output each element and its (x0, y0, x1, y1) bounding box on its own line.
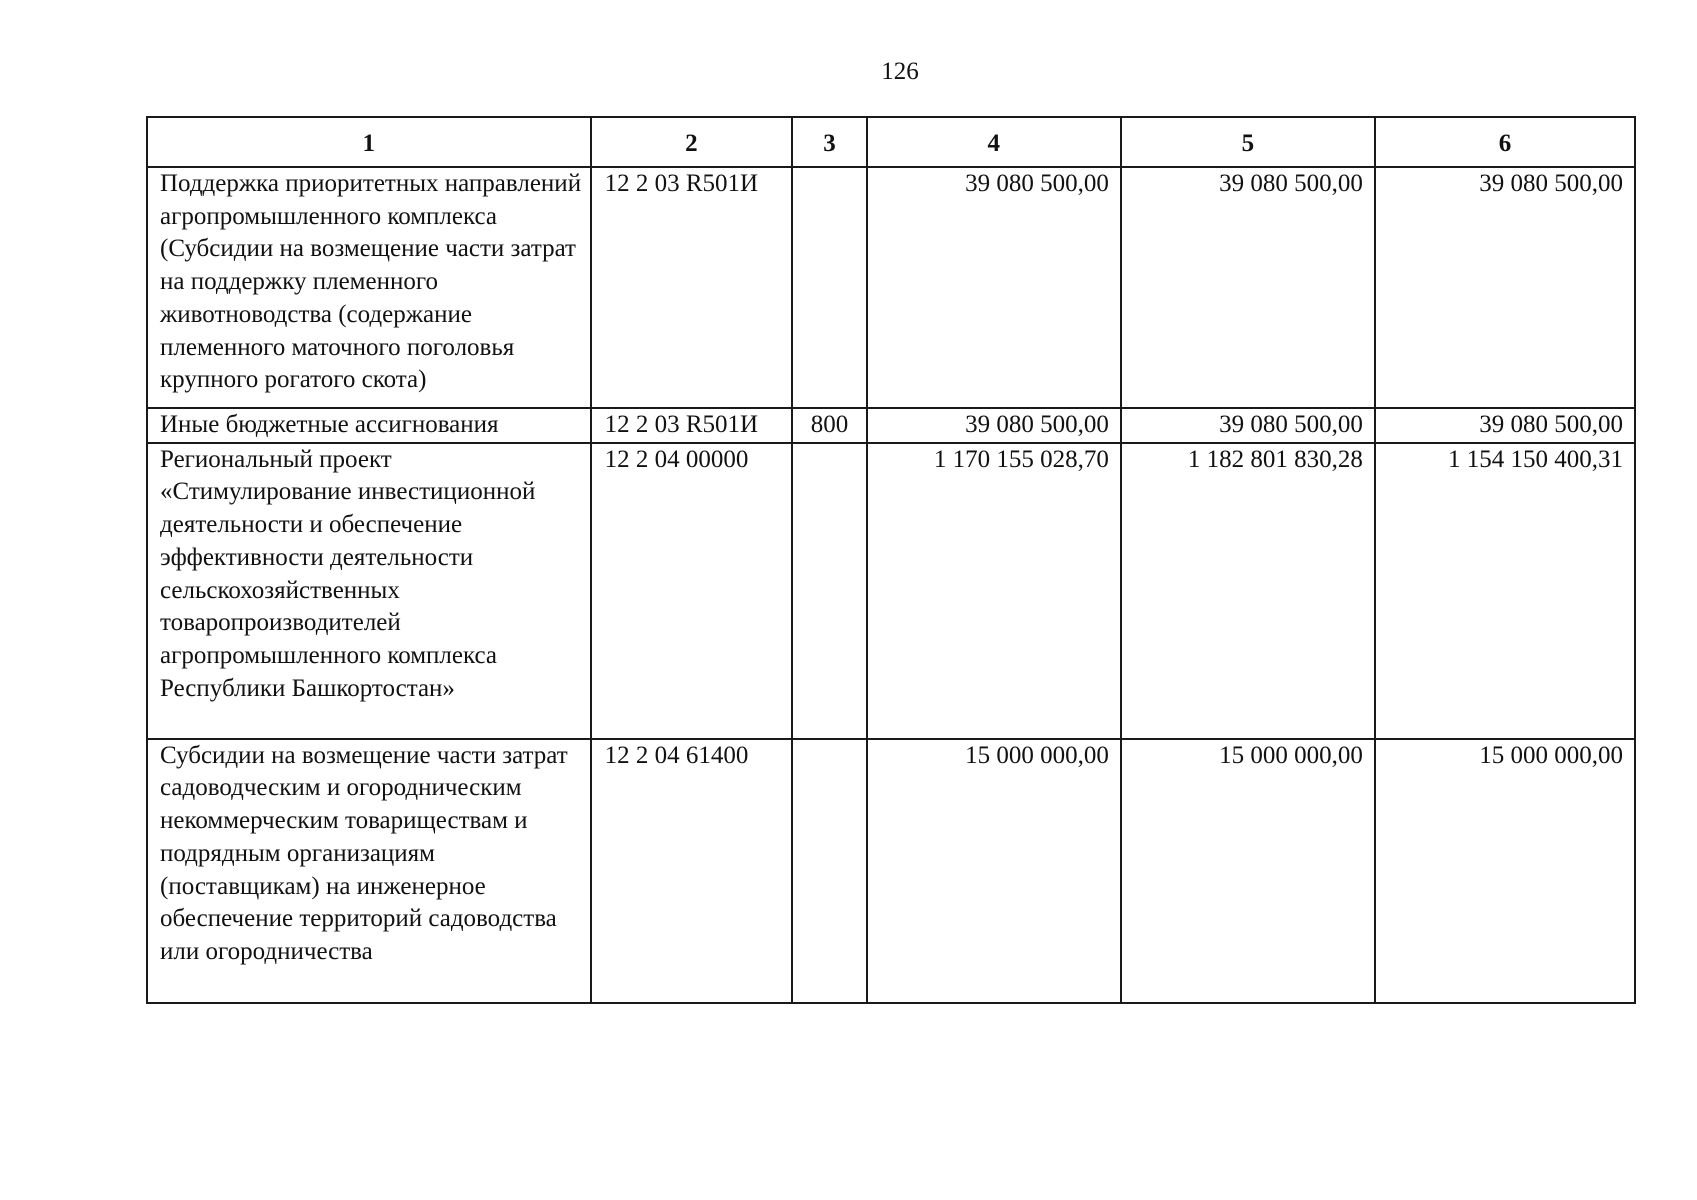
row-name-cell: Иные бюджетные ассигнования (147, 408, 591, 443)
row-type-cell: 800 (792, 408, 867, 443)
table-row (147, 739, 1635, 1003)
header-cell-2: 2 (591, 117, 793, 167)
row-code-cell: 12 2 04 00000 (591, 443, 793, 739)
row-type-cell (792, 739, 867, 1003)
row-year1-cell: 39 080 500,00 (867, 408, 1121, 443)
row-year1-cell: 1 170 155 028,70 (867, 443, 1121, 739)
header-cell-1: 1 (147, 117, 591, 167)
row-year3-cell: 39 080 500,00 (1375, 167, 1635, 408)
row-code-cell: 12 2 04 61400 (591, 739, 793, 1003)
row-code-cell: 12 2 03 R501И (591, 408, 793, 443)
row-year1-cell: 39 080 500,00 (867, 167, 1121, 408)
row-year2-cell: 1 182 801 830,28 (1121, 443, 1375, 739)
row-code-cell: 12 2 03 R501И (591, 167, 793, 408)
row-type-cell (792, 443, 867, 739)
row-year3-cell: 39 080 500,00 (1375, 408, 1635, 443)
row-year2-cell: 39 080 500,00 (1121, 167, 1375, 408)
row-year1-cell: 15 000 000,00 (867, 739, 1121, 1003)
table-row (147, 443, 1635, 739)
page-number: 126 (881, 58, 919, 85)
row-year3-cell: 15 000 000,00 (1375, 739, 1635, 1003)
row-name-cell: Региональный проект «Стимулирование инвестиционной деятельности и обеспечение эффективности деятельности сельскохозяйственных товаропроизводителей агропромышленного комплекса Республики Башкортостан» (147, 443, 591, 739)
budget-table (146, 116, 1636, 1004)
row-name-cell: Поддержка приоритетных направлений агропромышленного комплекса (Субсидии на возмещение части затрат на поддержку племенного животноводства (содержание племенного маточного поголовья крупного рогатого скота) (147, 167, 591, 408)
row-type-cell (792, 167, 867, 408)
row-year3-cell: 1 154 150 400,31 (1375, 443, 1635, 739)
header-cell-6: 6 (1375, 117, 1635, 167)
row-year2-cell: 15 000 000,00 (1121, 739, 1375, 1003)
header-cell-5: 5 (1121, 117, 1375, 167)
row-year2-cell: 39 080 500,00 (1121, 408, 1375, 443)
row-name-cell: Субсидии на возмещение части затрат садоводческим и огородническим некоммерческим товариществам и подрядным организациям (поставщикам) на инженерное обеспечение территорий садоводства или огородничества (147, 739, 591, 1003)
table-row (147, 408, 1635, 443)
header-cell-4: 4 (867, 117, 1121, 167)
header-cell-3: 3 (792, 117, 867, 167)
table-header-row (147, 117, 1635, 167)
table-row (147, 167, 1635, 408)
